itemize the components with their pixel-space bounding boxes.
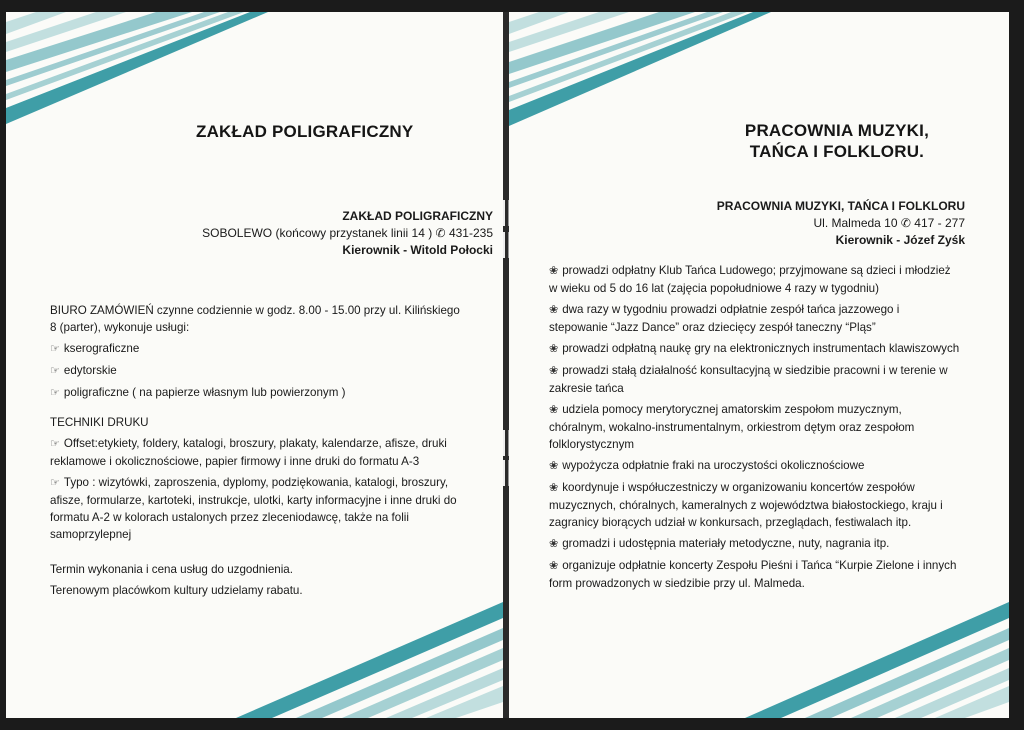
list-item: ❀ koordynuje i współuczestniczy w organizowaniu koncertów zespołów muzycznych, chóralnych, kameralnych z województwa białostockiego, kraju i zagranicy biorących udział w konkursach, przeglądach, festiwalach itp. bbox=[549, 481, 943, 529]
contact-address-line bbox=[585, 215, 965, 232]
list-item: ❀ gromadzi i udostępnia materiały metodyczne, nuty, nagrania itp. bbox=[549, 535, 961, 553]
contact-name: PRACOWNIA MUZYKI, TAŃCA I FOLKLORU bbox=[716, 199, 965, 213]
orders-intro: BIURO ZAMÓWIEŃ czynne codziennie w godz. 8.00 - 15.00 przy ul. Kilińskiego 8 (parter), wykonuje usługi: bbox=[50, 304, 460, 334]
contact-address: Ul. Malmeda 10 bbox=[813, 216, 898, 230]
flower-icon: ❀ bbox=[549, 304, 559, 316]
pointing-hand-icon: ☞ bbox=[50, 343, 60, 355]
list-item: ☞ Typo : wizytówki, zaproszenia, dyplomy, podziękowania, katalogi, broszury, afisze, formularze, kartoteki, instrukcje, ulotki, karty informacyjne i inne druki do formatu A-2 w kolorach ustalonych przez zleceniodawcę, także na folii samoprzylepnej bbox=[50, 476, 457, 541]
list-item: ❀ prowadzi odpłatny Klub Tańca Ludowego; przyjmowane są dzieci i młodzież w wieku od 5 do 16 lat (zajęcia popołudniowe 4 razy w tygodniu) bbox=[549, 264, 951, 295]
footer-note: Terenowym placówkom kultury udzielamy rabatu. bbox=[50, 584, 303, 597]
contact-block bbox=[585, 198, 965, 249]
flower-icon: ❀ bbox=[549, 343, 559, 355]
flower-icon: ❀ bbox=[549, 404, 559, 416]
list-item: ❀ wypożycza odpłatnie fraki na uroczystości okolicznościowe bbox=[549, 457, 961, 475]
list-item: ☞ poligraficzne ( na papierze własnym lub powierzonym ) bbox=[50, 384, 468, 402]
contact-block bbox=[113, 208, 493, 259]
list-item: ❀ dwa razy w tygodniu prowadzi odpłatnie zespół tańca jazzowego i stepowanie “Jazz Dance” oraz dziecięcy zespół taneczny “Pląs” bbox=[549, 303, 900, 334]
pointing-hand-icon: ☞ bbox=[50, 365, 60, 377]
left-page bbox=[6, 12, 503, 718]
flower-icon: ❀ bbox=[549, 365, 559, 377]
list-item: ☞ edytorskie bbox=[50, 362, 468, 380]
phone-icon: ✆ bbox=[435, 226, 446, 240]
list-item: ☞ Offset:etykiety, foldery, katalogi, broszury, plakaty, kalendarze, afisze, druki reklamowe i okolicznościowe, papier firmowy i inne druki do formatu A-3 bbox=[50, 437, 447, 468]
activities-list bbox=[549, 262, 961, 596]
contact-address: SOBOLEWO (końcowy przystanek linii 14 ) bbox=[202, 226, 433, 240]
contact-phone: 431-235 bbox=[448, 226, 493, 240]
flower-icon: ❀ bbox=[549, 460, 559, 472]
phone-icon: ✆ bbox=[900, 216, 911, 230]
contact-manager: Kierownik - Józef Zyśk bbox=[835, 233, 965, 247]
list-item: ❀ prowadzi odpłatną naukę gry na elektronicznych instrumentach klawiszowych bbox=[549, 340, 961, 358]
flower-icon: ❀ bbox=[549, 538, 559, 550]
flower-icon: ❀ bbox=[549, 482, 559, 494]
contact-manager: Kierownik - Witold Połocki bbox=[342, 243, 493, 257]
flower-icon: ❀ bbox=[549, 560, 559, 572]
page-title: PRACOWNIA MUZYKI, TAŃCA I FOLKLORU. bbox=[744, 121, 929, 161]
contact-phone: 417 - 277 bbox=[914, 216, 965, 230]
pointing-hand-icon: ☞ bbox=[50, 387, 60, 399]
footer-note: Termin wykonania i cena usług do uzgodnienia. bbox=[50, 563, 293, 576]
right-page bbox=[509, 12, 1009, 718]
pointing-hand-icon: ☞ bbox=[50, 477, 60, 489]
page-title: ZAKŁAD POLIGRAFICZNY bbox=[196, 122, 414, 141]
techniques-heading: TECHNIKI DRUKU bbox=[50, 416, 149, 429]
flower-icon: ❀ bbox=[549, 265, 559, 277]
list-item: ☞ kserograficzne bbox=[50, 340, 468, 358]
list-item: ❀ prowadzi stałą działalność konsultacyjną w siedzibie pracowni i w terenie w zakresie tańca bbox=[549, 364, 948, 395]
pointing-hand-icon: ☞ bbox=[50, 438, 60, 450]
list-item: ❀ udziela pomocy merytorycznej amatorskim zespołom muzycznym, chóralnym, wokalno-instrumentalnym, orkiestrom dętym oraz zespołom folklorystycznym bbox=[549, 403, 915, 451]
list-item: ❀ organizuje odpłatnie koncerty Zespołu Pieśni i Tańca “Kurpie Zielone i innych form prowadzonych w siedzibie przy ul. Malmeda. bbox=[549, 559, 957, 590]
left-body bbox=[50, 302, 468, 603]
contact-address-line bbox=[113, 225, 493, 242]
contact-name: ZAKŁAD POLIGRAFICZNY bbox=[342, 209, 493, 223]
